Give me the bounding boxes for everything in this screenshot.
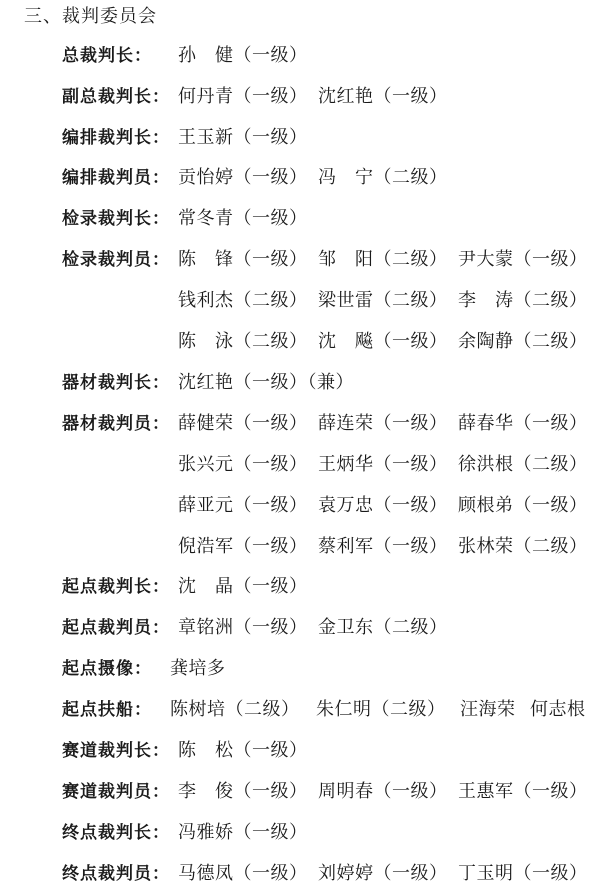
referee-name: 王炳华（一级）	[318, 454, 448, 475]
referee-name: 朱仁明（二级）	[316, 699, 446, 720]
role-label: 检录裁判员：	[62, 250, 170, 270]
referee-name: 陈 松（一级）	[178, 740, 308, 761]
role-label: 编排裁判长：	[62, 128, 170, 148]
referee-name: 冯雅娇（一级）	[178, 822, 308, 843]
section-title: 三、裁判委员会	[24, 6, 157, 27]
role-label: 器材裁判长：	[62, 373, 170, 393]
role-label: 赛道裁判长：	[62, 741, 170, 761]
role-label: 检录裁判长：	[62, 209, 170, 229]
referee-name: 钱利杰（二级）	[178, 290, 308, 311]
referee-name: 丁玉明（一级）	[458, 863, 588, 884]
referee-name: 汪海荣	[460, 699, 516, 720]
role-label: 总裁判长：	[62, 46, 152, 66]
referee-name: 龚培多	[170, 658, 226, 679]
referee-name: 马德凤（一级）	[178, 863, 308, 884]
role-label: 终点裁判长：	[62, 823, 170, 843]
referee-name: 贡怡婷（一级）	[178, 167, 308, 188]
referee-name: 王玉新（一级）	[178, 127, 308, 148]
referee-name: 尹大蒙（一级）	[458, 249, 588, 270]
referee-name: 周明春（一级）	[318, 781, 448, 802]
role-label: 副总裁判长：	[62, 87, 170, 107]
role-label: 赛道裁判员：	[62, 782, 170, 802]
referee-name: 徐洪根（二级）	[458, 454, 588, 475]
referee-name: 袁万忠（一级）	[318, 495, 448, 516]
referee-name: 陈树培（二级）	[170, 699, 300, 720]
referee-name: 张林荣（二级）	[458, 536, 588, 557]
referee-name: 沈红艳（一级）（兼）	[178, 372, 354, 393]
role-label: 起点摄像：	[62, 659, 152, 679]
referee-name: 梁世雷（二级）	[318, 290, 448, 311]
referee-name: 顾根弟（一级）	[458, 495, 588, 516]
referee-name: 金卫东（二级）	[318, 617, 448, 638]
referee-name: 王惠军（一级）	[458, 781, 588, 802]
referee-name: 蔡利军（一级）	[318, 536, 448, 557]
referee-name: 薛连荣（一级）	[318, 413, 448, 434]
referee-name: 李 俊（一级）	[178, 781, 308, 802]
referee-name: 何丹青（一级）	[178, 86, 308, 107]
role-label: 起点裁判员：	[62, 618, 170, 638]
referee-name: 李 涛（二级）	[458, 290, 588, 311]
referee-name: 余陶静（二级）	[458, 331, 588, 352]
referee-name: 孙 健（一级）	[178, 45, 308, 66]
referee-name: 薛春华（一级）	[458, 413, 588, 434]
referee-name: 陈 锋（一级）	[178, 249, 308, 270]
referee-name: 陈 泳（二级）	[178, 331, 308, 352]
role-label: 起点扶船：	[62, 700, 152, 720]
referee-name: 薛健荣（一级）	[178, 413, 308, 434]
role-label: 器材裁判员：	[62, 414, 170, 434]
referee-name: 倪浩军（一级）	[178, 536, 308, 557]
referee-name: 沈 晶（一级）	[178, 576, 308, 597]
referee-name: 薛亚元（一级）	[178, 495, 308, 516]
referee-name: 邹 阳（二级）	[318, 249, 448, 270]
referee-name: 张兴元（一级）	[178, 454, 308, 475]
role-label: 编排裁判员：	[62, 168, 170, 188]
role-label: 终点裁判员：	[62, 864, 170, 884]
referee-name: 何志根	[530, 699, 586, 720]
referee-name: 常冬青（一级）	[178, 208, 308, 229]
role-label: 起点裁判长：	[62, 577, 170, 597]
referee-name: 沈红艳（一级）	[318, 86, 448, 107]
referee-name: 冯 宁（二级）	[318, 167, 448, 188]
referee-name: 刘婷婷（一级）	[318, 863, 448, 884]
referee-name: 章铭洲（一级）	[178, 617, 308, 638]
referee-name: 沈 飚（一级）	[318, 331, 448, 352]
